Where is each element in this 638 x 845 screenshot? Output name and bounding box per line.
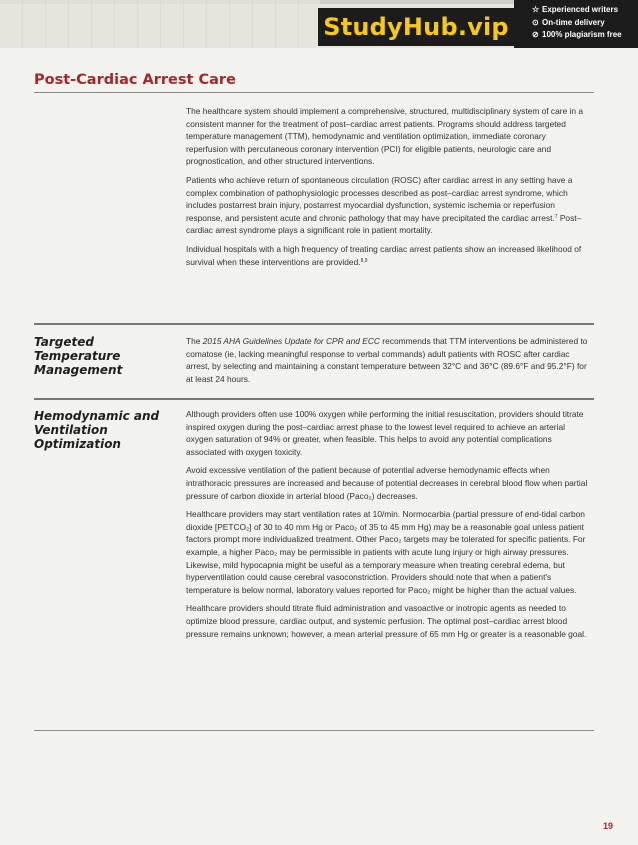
promo-text: Experienced writers: [542, 5, 619, 14]
percent-icon: ⊘: [532, 30, 539, 39]
reference-8-9: 8,9: [360, 257, 368, 264]
brand-logo-link[interactable]: [318, 8, 514, 46]
title-divider: [34, 92, 594, 93]
brand-name: StudyHub.vip: [323, 13, 509, 41]
intro-section: [186, 105, 590, 268]
hemo-section: [186, 408, 590, 640]
promo-text: 100% plagiarism free: [542, 30, 622, 39]
page-number: 19: [603, 821, 614, 831]
section-divider: [34, 323, 594, 325]
promo-text: On-time delivery: [542, 17, 605, 27]
reference-7: 7: [554, 213, 558, 220]
page-title: Post-Cardiac Arrest Care: [34, 72, 236, 88]
hemo-heading: Hemodynamic and Ventilation Optimization: [34, 409, 160, 451]
hemo-paragraph-1: Although providers often use 100% oxygen while performing the initial resuscitation, providers should titrate inspired oxygen during the post–cardiac arrest phase to the lowest level required to achieve an arterial oxygen saturation of 94% or greater, when feasible. This helps to avoid any potential complications associated with oxygen toxicity.: [186, 409, 584, 457]
intro-paragraph-1: The healthcare system should implement a comprehensive, structured, multidisciplinary system of care in a consistent manner for the treatment of post–cardiac arrest patients. Programs should address targeted temperature management (TTM), hemodynamic and ventilation optimization, immediate coronary reperfusion with percutaneous coronary intervention (PCI) for eligible patients, neurologic care and prognostication, and other structured interventions.: [186, 106, 584, 167]
promo-item: [532, 29, 638, 42]
intro-paragraph-2: Patients who achieve return of spontaneous circulation (ROSC) after cardiac arrest in any setting have a complex combination of pathophysiologic processes described as post–cardiac arrest syndrome, which includes postarrest brain injury, postarrest myocardial dysfunction, systemic ischemia or reperfusion response, and persistent acute and chronic pathology that may have precipitated the cardiac arrest.$^7$ Post–cardiac arrest syndrome plays a significant role in patient mortality.: [186, 174, 582, 236]
promo-item: [532, 17, 638, 30]
banner-pattern: [0, 0, 320, 48]
ttm-paragraph: The 2015 AHA Guidelines Update for CPR and ECC recommends that TTM interventions be administered to comatose (ie, lacking meaningful response to verbal commands) adult patients with ROSC after cardiac arrest, by selecting and maintaining a constant temperature between 32°C and 36°C (89.6°F and 95.2°F) for at least 24 hours.: [186, 336, 588, 384]
ttm-heading: Targeted Temperature Management: [34, 335, 123, 377]
clock-icon: ⊙: [532, 17, 539, 27]
promo-item: [532, 4, 638, 17]
section-divider: [34, 398, 594, 400]
end-divider: [34, 730, 594, 731]
ttm-section: [186, 335, 590, 385]
promo-list: [514, 0, 638, 48]
intro-paragraph-3: Individual hospitals with a high frequency of treating cardiac arrest patients show an increased likelihood of survival when these interventions are provided.$^{8,9}$: [186, 243, 582, 267]
hemo-paragraph-4: Healthcare providers should titrate fluid administration and vasoactive or inotropic agents as needed to optimize blood pressure, cardiac output, and systemic perfusion. The optimal post–cardiac arrest blood pressure remains unknown; however, a mean arterial pressure of 65 mm Hg or greater is a reasonable goal.: [186, 603, 587, 639]
hemo-paragraph-2: Avoid excessive ventilation of the patient because of potential adverse hemodynamic effects when intrathoracic pressures are increased and because of potential decreases in cerebral blood flow when partial pressure of carbon dioxide in arterial blood (Paco₂) decreases.: [186, 465, 588, 501]
star-icon: ☆: [532, 5, 540, 14]
hemo-paragraph-3: Healthcare providers may start ventilation rates at 10/min. Normocarbia (partial pressure of end-tidal carbon dioxide [PETCO₂] of 30 to 40 mm Hg or Paco₂ of 35 to 45 mm Hg) may be a reasonable goal unless patient factors prompt more individualized treatment. Other Paco₂ targets may be tolerated for specific patients. For example, a higher Paco₂ may be permissible in patients with acute lung injury or high airway pressures. Likewise, mild hypocapnia might be useful as a temporary measure when treating cerebral edema, but hyperventilation could cause cerebral vasoconstriction. Providers should note that when a patient's temperature is below normal, laboratory values reported for Paco₂ might be higher than the actual values.: [186, 509, 586, 595]
